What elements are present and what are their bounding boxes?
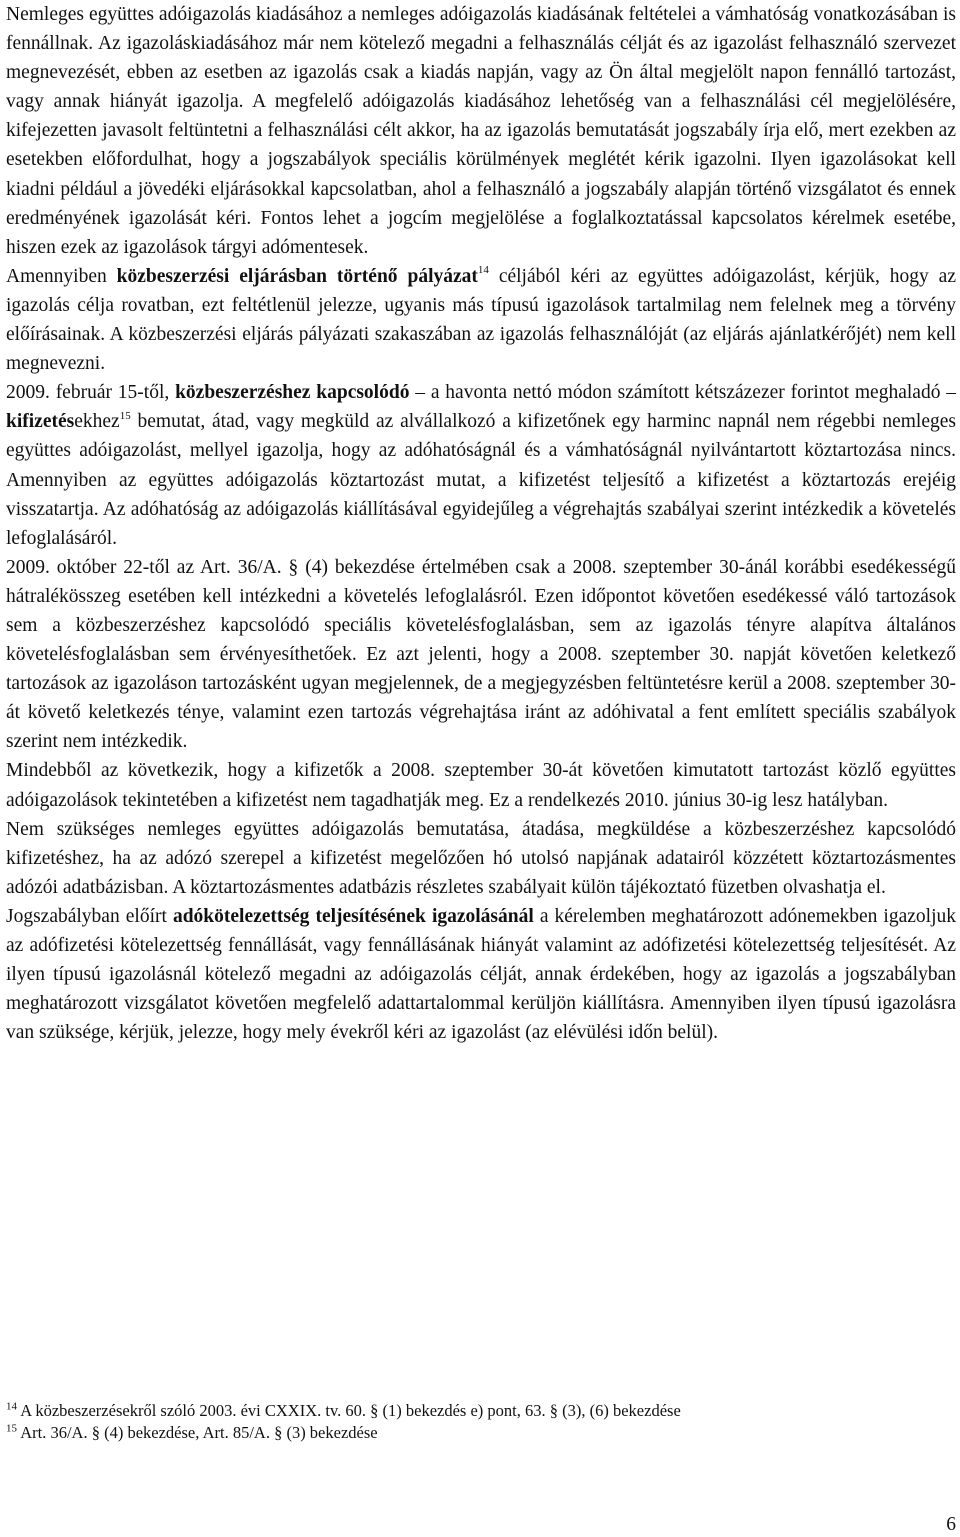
paragraph-2009-februar	[6, 378, 956, 553]
paragraph-text: Amennyiben	[6, 265, 117, 287]
paragraph-text: Mindebből az következik, hogy a kifizetők a 2008. szeptember 30-át követően kimutatott tartozást közlő együttes adóigazolások tekintetében a kifizetést nem tagadhatják meg. Ez a rendelkezés 2010. június 30-ig lesz hatályban.	[6, 760, 956, 811]
page-number: 6	[946, 1514, 956, 1535]
paragraph-mindebbol	[6, 756, 956, 814]
footnote-text: A közbeszerzésekről szóló 2003. évi CXXIX. tv. 60. § (1) bekezdés e) pont, 63. § (3), (6) bekezdése	[17, 1401, 681, 1420]
document-body	[6, 0, 956, 1047]
footnote-number: 15	[6, 1422, 17, 1435]
paragraph-text: Jogszabályban előírt	[6, 905, 173, 927]
paragraph-text: Nem szükséges nemleges együttes adóigazolás bemutatása, átadása, megküldése a közbeszerzéshez kapcsolódó kifizetéshez, ha az adózó szerepel a kifizetést megelőzően hó utolsó napjának adatairól közzétett köztartozásmentes adózói adatbázisban. A köztartozásmentes adatbázis részletes szabályait külön tájékoztató füzetben olvashatja el.	[6, 818, 956, 898]
footnote-14	[6, 1400, 946, 1422]
bold-phrase: közbeszerzéshez kapcsolódó	[175, 382, 410, 404]
footnotes	[6, 1400, 946, 1444]
paragraph-text: Nemleges együttes adóigazolás kiadásához a nemleges adóigazolás kiadásának feltételei a vámhatóság vonatkozásában is fennállnak. Az igazoláskiadásához már nem kötelező megadni a felhasználás célját és az igazolást felhasználó szervezet megnevezését, ebben az esetben az igazolás csak a kiadás napján, vagy az Ön által megjelölt napon fennálló tartozást, vagy annak hiányát igazolja. A megfelelő adóigazolás kiadásához lehetőség van a felhasználási cél megjelölésére, kifejezetten javasolt feltüntetni a felhasználási célt akkor, ha az igazolás bemutatását jogszabály írja elő, mert ezekben az esetekben előfordulhat, hogy a jogszabályok speciális körülmények meglétét kérik igazolni. Ilyen igazolásokat kell kiadni például a jövedéki eljárásokkal kapcsolatban, ahol a felhasználó a jogszabály alapján történő vizsgálatot és ennek eredményének igazolását kéri. Fontos lehet a jogcím megjelölése a foglalkoztatással kapcsolatos kérelmek esetébe, hiszen ezek az igazolások tárgyi adómentesek.	[6, 4, 956, 258]
paragraph-text: a kérelemben meghatározott adónemekben igazoljuk az adófizetési kötelezettség fennállását, vagy fennállásának hiányát valamint az adófizetési kötelezettség teljesítését. Az ilyen típusú igazolásnál kötelező megadni az adóigazolás célját, annak érdekében, hogy az igazolás a jogszabályban meghatározott vizsgálatot követően megfelelő adattartalommal kerüljön kiállításra. Amennyiben ilyen típusú igazolásra van szüksége, kérjük, jelezze, hogy mely évekről kéri az igazolást (az elévülési időn belül).	[6, 905, 956, 1044]
paragraph-text: céljából kéri az együttes adóigazolást, kérjük, hogy az igazolás célja rovatban, ezt feltétlenül jelezze, ugyanis más típusú igazolások tartalmilag nem felelnek meg a törvény előírásainak. A közbeszerzési eljárás pályázati szakaszában az igazolás felhasználóját (az eljárás ajánlatkérőjét) nem kell megnevezni.	[6, 265, 956, 375]
paragraph-text: 2009. február 15-től,	[6, 382, 176, 404]
footnote-ref-14: 14	[477, 264, 489, 277]
paragraph-jogszabalyban	[6, 902, 956, 1047]
paragraph-text: ekhez	[74, 411, 120, 433]
footnote-number: 14	[6, 1400, 17, 1413]
paragraph-kozbeszerzes-palyazat	[6, 262, 956, 378]
bold-phrase: kifizetés	[6, 411, 75, 433]
paragraph-nem-szukseges	[6, 815, 956, 902]
footnote-15	[6, 1422, 946, 1444]
footnote-text: Art. 36/A. § (4) bekezdése, Art. 85/A. § (3) bekezdése	[17, 1423, 378, 1442]
paragraph-2009-oktober	[6, 553, 956, 757]
footnote-ref-15: 15	[119, 409, 131, 422]
paragraph-text: 2009. október 22-től az Art. 36/A. § (4) bekezdése értelmében csak a 2008. szeptember 30-ánál korábbi esedékességű hátralékösszeg esetében kell intézkedni a követelés lefoglalásról. Ezen időpontot követően esedékessé váló tartozások sem a közbeszerzéshez kapcsolódó speciális követelésfoglalásban, sem az igazolás tényre alapítva általános követelésfoglalásban sem érvényesíthetőek. Ez azt jelenti, hogy a 2008. szeptember 30. napját követően keletkező tartozások az igazoláson tartozásként ugyan megjelennek, de a megjegyzésben feltüntetésre kerül a 2008. szeptember 30-át követő keletkezés ténye, valamint ezen tartozás végrehajtása iránt az adóhivatal a fent említett speciális szabályok szerint nem intézkedik.	[6, 556, 956, 753]
paragraph-text: – a havonta nettó módon számított kétszázezer forintot meghaladó –	[409, 382, 957, 404]
paragraph-text: bemutat, átad, vagy megküld az alvállalkozó a kifizetőnek egy harminc napnál nem régebbi nemleges együttes adóigazolást, mellyel igazolja, hogy az adóhatóságnál és a vámhatóságnál nyilvántartott köztartozása nincs. Amennyiben az együttes adóigazolás köztartozást mutat, a kifizetést teljesítő a kifizetést a köztartozás erejéig visszatartja. Az adóhatóság az adóigazolás kiállításával egyidejűleg a végrehajtás szabályai szerint intézkedik a követelés lefoglalásáról.	[6, 411, 956, 549]
bold-phrase: adókötelezettség teljesítésének igazolásánál	[172, 905, 534, 927]
paragraph-nemleges-igazolas	[6, 0, 956, 262]
bold-phrase: közbeszerzési eljárásban történő pályázat	[116, 265, 478, 287]
